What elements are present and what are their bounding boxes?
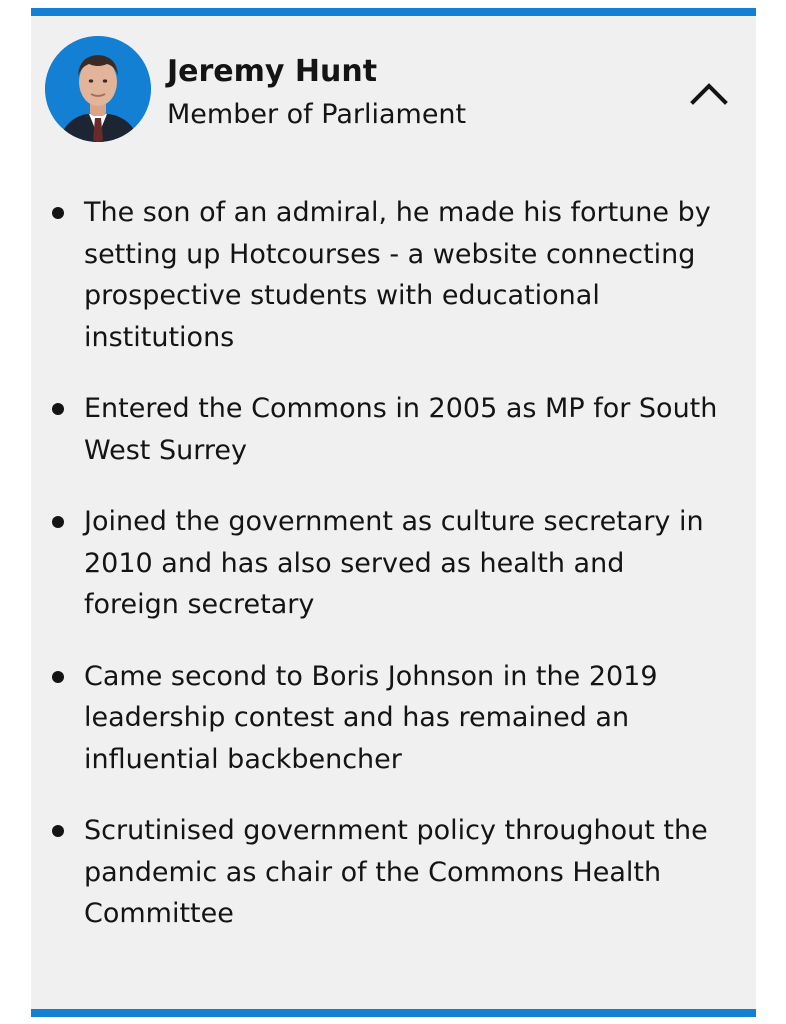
avatar xyxy=(45,36,151,142)
bullet-icon xyxy=(52,403,64,415)
bullet-icon xyxy=(52,207,64,219)
list-item xyxy=(31,388,756,471)
collapse-button[interactable] xyxy=(687,74,731,110)
bullet-icon xyxy=(52,671,64,683)
fact-text: Came second to Boris Johnson in the 2019 leadership contest and has remained an influential backbencher xyxy=(84,660,658,775)
bullet-icon xyxy=(52,825,64,837)
profile-role: Member of Parliament xyxy=(167,99,467,130)
list-item xyxy=(31,501,756,626)
fact-text: Joined the government as culture secretary in 2010 and has also served as health and foreign secretary xyxy=(84,506,704,620)
fact-text: Entered the Commons in 2005 as MP for South West Surrey xyxy=(84,393,718,466)
bullet-icon xyxy=(52,516,64,528)
facts-list xyxy=(31,192,756,965)
portrait-photo xyxy=(45,36,151,142)
chevron-up-icon xyxy=(687,74,731,110)
profile-name: Jeremy Hunt xyxy=(167,54,378,89)
list-item xyxy=(31,192,756,358)
fact-text: The son of an admiral, he made his fortune by setting up Hotcourses - a website connecting prospective students with educational institutions xyxy=(84,197,711,353)
fact-text: Scrutinised government policy throughout the pandemic as chair of the Commons Health Committee xyxy=(84,815,708,929)
profile-card xyxy=(31,8,756,1017)
list-item xyxy=(31,810,756,935)
list-item xyxy=(31,656,756,781)
